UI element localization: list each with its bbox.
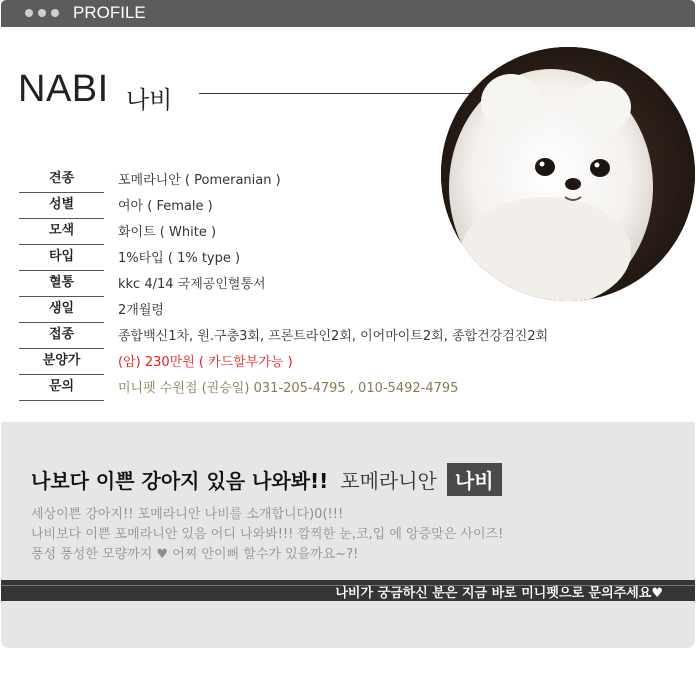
promo-line: 나비보다 이쁜 포메라니안 있음 어디 나와봐!!! 깜찍한 눈,코,입 에 앙증맞은 사이즈! [31, 527, 504, 542]
profile-header-bar [1, 0, 695, 27]
promo-line: 풍성 풍성한 모량까지 ♥ 어찌 안이뻐 할수가 있을까요~?! [31, 547, 359, 562]
info-label: 견종 [19, 168, 104, 193]
info-row-type [19, 246, 579, 272]
info-row-contact [19, 376, 579, 402]
info-row-price [19, 350, 579, 376]
info-label: 생일 [19, 298, 104, 323]
info-label: 성별 [19, 194, 104, 219]
info-value: kkc 4/14 국제공인혈통서 [118, 277, 266, 292]
promo-breed: 포메라니안 [340, 469, 437, 493]
info-value: 여아 ( Female ) [118, 199, 213, 214]
promo-headline [31, 463, 502, 496]
dot-icon [25, 9, 33, 17]
title-divider [199, 93, 479, 94]
info-row-breed [19, 168, 579, 194]
info-value: 종합백신1차, 원.구충3회, 프론트라인2회, 이어마이트2회, 종합건강검진2회 [118, 329, 549, 344]
promo-line: 세상이쁜 강아지!! 포메라니안 나비를 소개합니다)0(!!! [31, 507, 344, 522]
promo-description [31, 505, 503, 565]
dog-name-korean: 나비 [126, 86, 173, 114]
info-row-color [19, 220, 579, 246]
dot-icon [38, 9, 46, 17]
dot-icon [51, 9, 59, 17]
promo-name-badge: 나비 [447, 463, 502, 496]
info-row-sex [19, 194, 579, 220]
info-label: 문의 [19, 376, 104, 401]
contact-value: 미니펫 수원점 (권승일) 031-205-4795 , 010-5492-4795 [118, 381, 459, 396]
inquiry-banner [1, 580, 695, 601]
dog-name-english: NABI [18, 68, 109, 110]
info-value: 1%타입 ( 1% type ) [118, 251, 241, 266]
promo-headline-text: 나보다 이쁜 강아지 있음 나와봐!! [31, 469, 329, 493]
info-value: 포메라니안 ( Pomeranian ) [118, 173, 281, 188]
inquiry-text: 나비가 궁금하신 분은 지금 바로 미니펫으로 문의주세요♥ [335, 586, 663, 601]
price-value: (암) 230만원 ( 카드할부가능 ) [118, 355, 293, 370]
info-value: 2개월령 [118, 303, 164, 318]
info-row-pedigree [19, 272, 579, 298]
info-label: 접종 [19, 324, 104, 349]
window-dots [25, 9, 59, 17]
info-label: 모색 [19, 220, 104, 245]
info-row-birth [19, 298, 579, 324]
info-value: 화이트 ( White ) [118, 225, 217, 240]
info-row-vaccination [19, 324, 579, 350]
profile-info-table [19, 168, 579, 402]
info-label: 타입 [19, 246, 104, 271]
info-label: 분양가 [19, 350, 104, 375]
header-title: PROFILE [73, 3, 146, 22]
info-label: 혈통 [19, 272, 104, 297]
